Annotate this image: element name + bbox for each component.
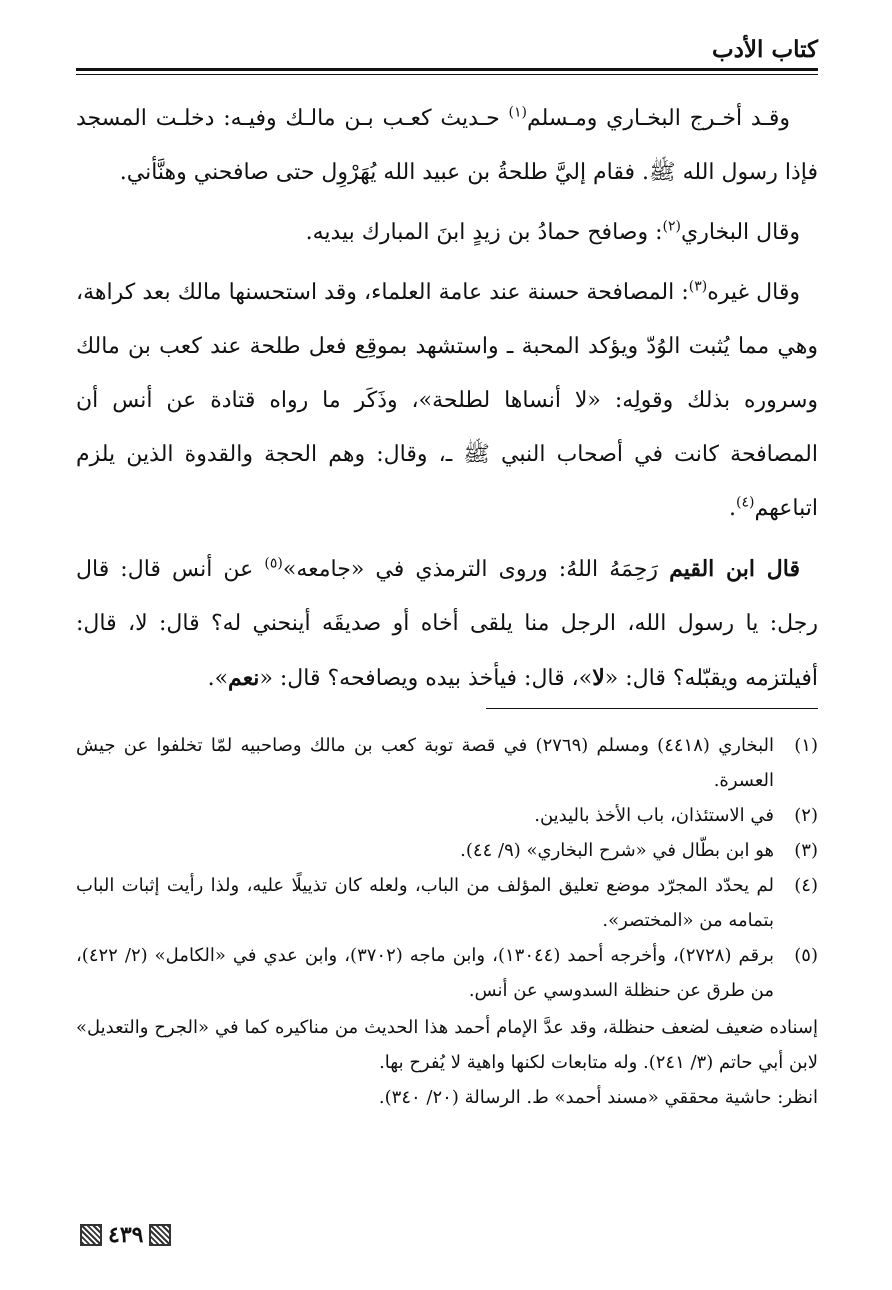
footnote-text: هو ابن بطّال في «شرح البخاري» (٩/ ٤٤). (460, 840, 774, 861)
p1-text-a: وقـد أخـرج البخـاري ومـسلم (526, 106, 790, 131)
paragraph-3 (76, 266, 818, 536)
p3-text-c: . (729, 496, 737, 521)
footnote-number: (٢) (794, 805, 818, 826)
page-number: ٤٣٩ (108, 1222, 144, 1248)
header-rule-thin (76, 74, 818, 75)
footnote-1 (76, 728, 818, 798)
footnote-3 (76, 833, 818, 868)
footnote-ref-3[interactable]: (٣) (688, 278, 708, 295)
p4-speaker: قال ابن القيم (669, 556, 801, 582)
p4-answer-no: لا (592, 665, 605, 691)
p3-text-b: : المصافحة حسنة عند عامة العلماء، وقد استحسنها مالك بعد كراهة، وهي مما يُثبت الوُدّ ويؤكد المحبة ـ واستشهد بموقِع فعل طلحة عند كعب بن مالك وسروره بذلك وقولِه: «لا أنساها لطلحة»، وذَكَر ما رواه قتادة عن أنس أن المصافحة كانت في أصحاب النبي ﷺ ـ، وقال: وهم الحجة والقدوة الذين يلزم اتباعهم (76, 280, 818, 521)
footnote-5 (76, 938, 818, 1008)
page-number-block (80, 1222, 171, 1248)
p4-honorific: رَحِمَهُ اللهُ (566, 557, 670, 582)
footnote-text: البخاري (٤٤١٨) ومسلم (٢٧٦٩) في قصة توبة كعب بن مالك وصاحبيه لمّا تخلفوا عن جيش العسرة. (76, 735, 774, 791)
footnotes (76, 728, 818, 1115)
footnote-number: (٥) (794, 945, 818, 966)
footnote-ref-4[interactable]: (٤) (736, 494, 755, 511)
p4-text-d: ». (207, 666, 229, 691)
footnote-continuation-2: انظر: حاشية محققي «مسند أحمد» ط. الرسالة (٢٠/ ٣٤٠). (378, 1087, 818, 1108)
paragraph-2 (76, 206, 818, 260)
footnote-text: برقم (٢٧٢٨)، وأخرجه أحمد (١٣٠٤٤)، وابن ماجه (٣٧٠٢)، وابن عدي في «الكامل» (٢/ ٤٢٢)، من طرق عن حنظلة السدوسي عن أنس. (76, 945, 775, 1001)
p4-text-a: : وروى الترمذي في «جامعه» (282, 557, 567, 582)
footnote-continuation-1: إسناده ضعيف لضعف حنظلة، وقد عدَّ الإمام أحمد هذا الحديث من مناكيره كما في «الجرح والتعديل» لابن أبي حاتم (٣/ ٢٤١). وله متابعات لكنها واهية لا يُفرح بها. (76, 1017, 818, 1073)
p2-text-a: وقال البخاري (680, 220, 800, 245)
footnote-2 (76, 798, 818, 833)
p3-text-a: وقال غيره (707, 280, 800, 305)
footnote-ref-5[interactable]: (٥) (264, 555, 283, 572)
p4-answer-yes: نعم (228, 665, 260, 691)
p2-text-b: : وصافح حمادُ بن زيدٍ ابنَ المبارك بيديه. (305, 220, 663, 245)
footnote-number: (٤) (794, 875, 818, 896)
footnote-text: في الاستئذان، باب الأخذ باليدين. (534, 805, 774, 826)
main-text (76, 92, 818, 712)
footnote-ref-2[interactable]: (٢) (662, 218, 681, 235)
footnote-text: لم يحدّد المجرّد موضع تعليق المؤلف من الباب، ولعله كان تذييلًا عليه، ولذا رأيت إثبات الباب بتمامه من «المختصر». (76, 875, 774, 931)
ornament-icon (80, 1224, 102, 1246)
paragraph-1 (76, 92, 818, 200)
ornament-icon (149, 1224, 171, 1246)
paragraph-4 (76, 542, 818, 706)
p4-text-c: »، قال: فيأخذ بيده ويصافحه؟ قال: « (259, 666, 593, 691)
footnote-separator (486, 708, 818, 709)
header-rule-thick (76, 68, 818, 71)
footnote-number: (١) (794, 735, 818, 756)
p1-text-b: حـديث كعـب بـن مالـك وفيـه: دخلـت المسجد فإذا رسول الله ﷺ. فقام إليَّ طلحةُ بن عبيد الله يُهَرْوِل حتى صافحني وهنَّأني. (76, 106, 818, 185)
footnote-4 (76, 868, 818, 938)
footnote-ref-1[interactable]: (١) (508, 104, 527, 121)
footnote-number: (٣) (794, 840, 818, 861)
p4-text-b: عن أنس قال: قال رجل: يا رسول الله، الرجل منا يلقى أخاه أو صديقَه أينحني له؟ قال: لا، قال: أفيلتزمه ويقبّله؟ قال: « (76, 557, 818, 691)
running-header-title: كتاب الأدب (712, 36, 818, 63)
